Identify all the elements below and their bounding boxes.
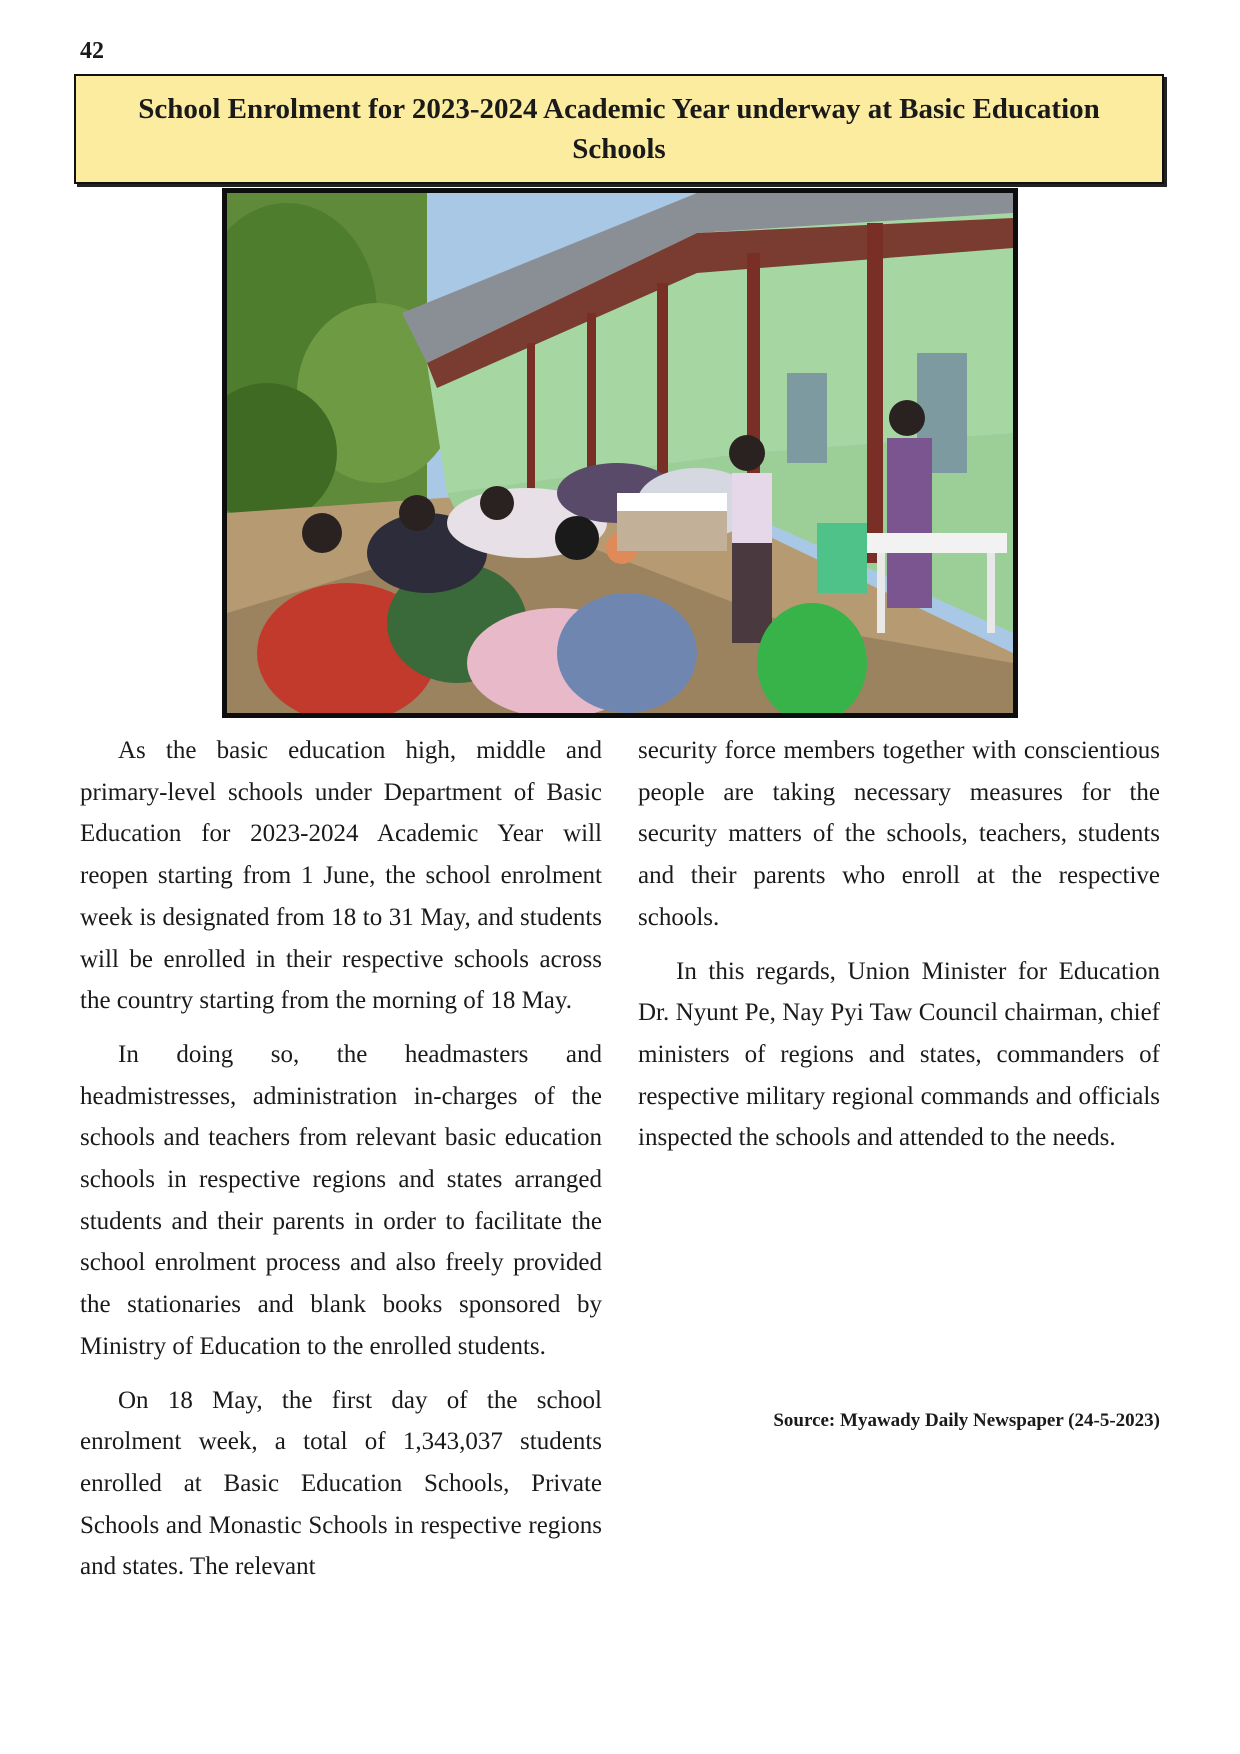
page-number: 42 xyxy=(80,38,104,64)
article-paragraph-3-continued: security force members together with conscientious people are taking necessary measures for the security matters of the schools, teachers, students and their parents who enroll at the respective schools. xyxy=(638,737,1160,931)
article-photo xyxy=(222,188,1018,718)
article-title: School Enrolment for 2023-2024 Academic Year underway at Basic Education Schools xyxy=(138,93,1100,165)
article-right-column xyxy=(638,730,1160,1171)
article-source: Source: Myawady Daily Newspaper (24-5-2023) xyxy=(773,1410,1160,1431)
school-enrolment-photo-illustration xyxy=(227,193,1013,713)
article-paragraph-4: In this regards, Union Minister for Education Dr. Nyunt Pe, Nay Pyi Taw Council chairman, chief ministers of regions and states, commanders of respective military regional commands and officials inspected the schools and attended to the needs. xyxy=(638,957,1160,1152)
article-paragraph-2: In doing so, the headmasters and headmistresses, administration in-charges of the schools and teachers from relevant basic education schools in respective regions and states arranged students and their parents in order to facilitate the school enrolment process and also freely provided the stationaries and blank books sponsored by Ministry of Education to the enrolled students. xyxy=(80,1040,602,1360)
article-left-column xyxy=(80,730,602,1600)
article-paragraph-3: On 18 May, the first day of the school enrolment week, a total of 1,343,037 students enrolled at Basic Education Schools, Private Schools and Monastic Schools in respective regions and states. The relevant xyxy=(80,1386,602,1581)
article-title-box xyxy=(74,74,1164,184)
article-paragraph-1: As the basic education high, middle and primary-level schools under Department of Basic Education for 2023-2024 Academic Year will reopen starting from 1 June, the school enrolment week is designated from 18 to 31 May, and students will be enrolled in their respective schools across the country starting from the morning of 18 May. xyxy=(80,737,602,1015)
